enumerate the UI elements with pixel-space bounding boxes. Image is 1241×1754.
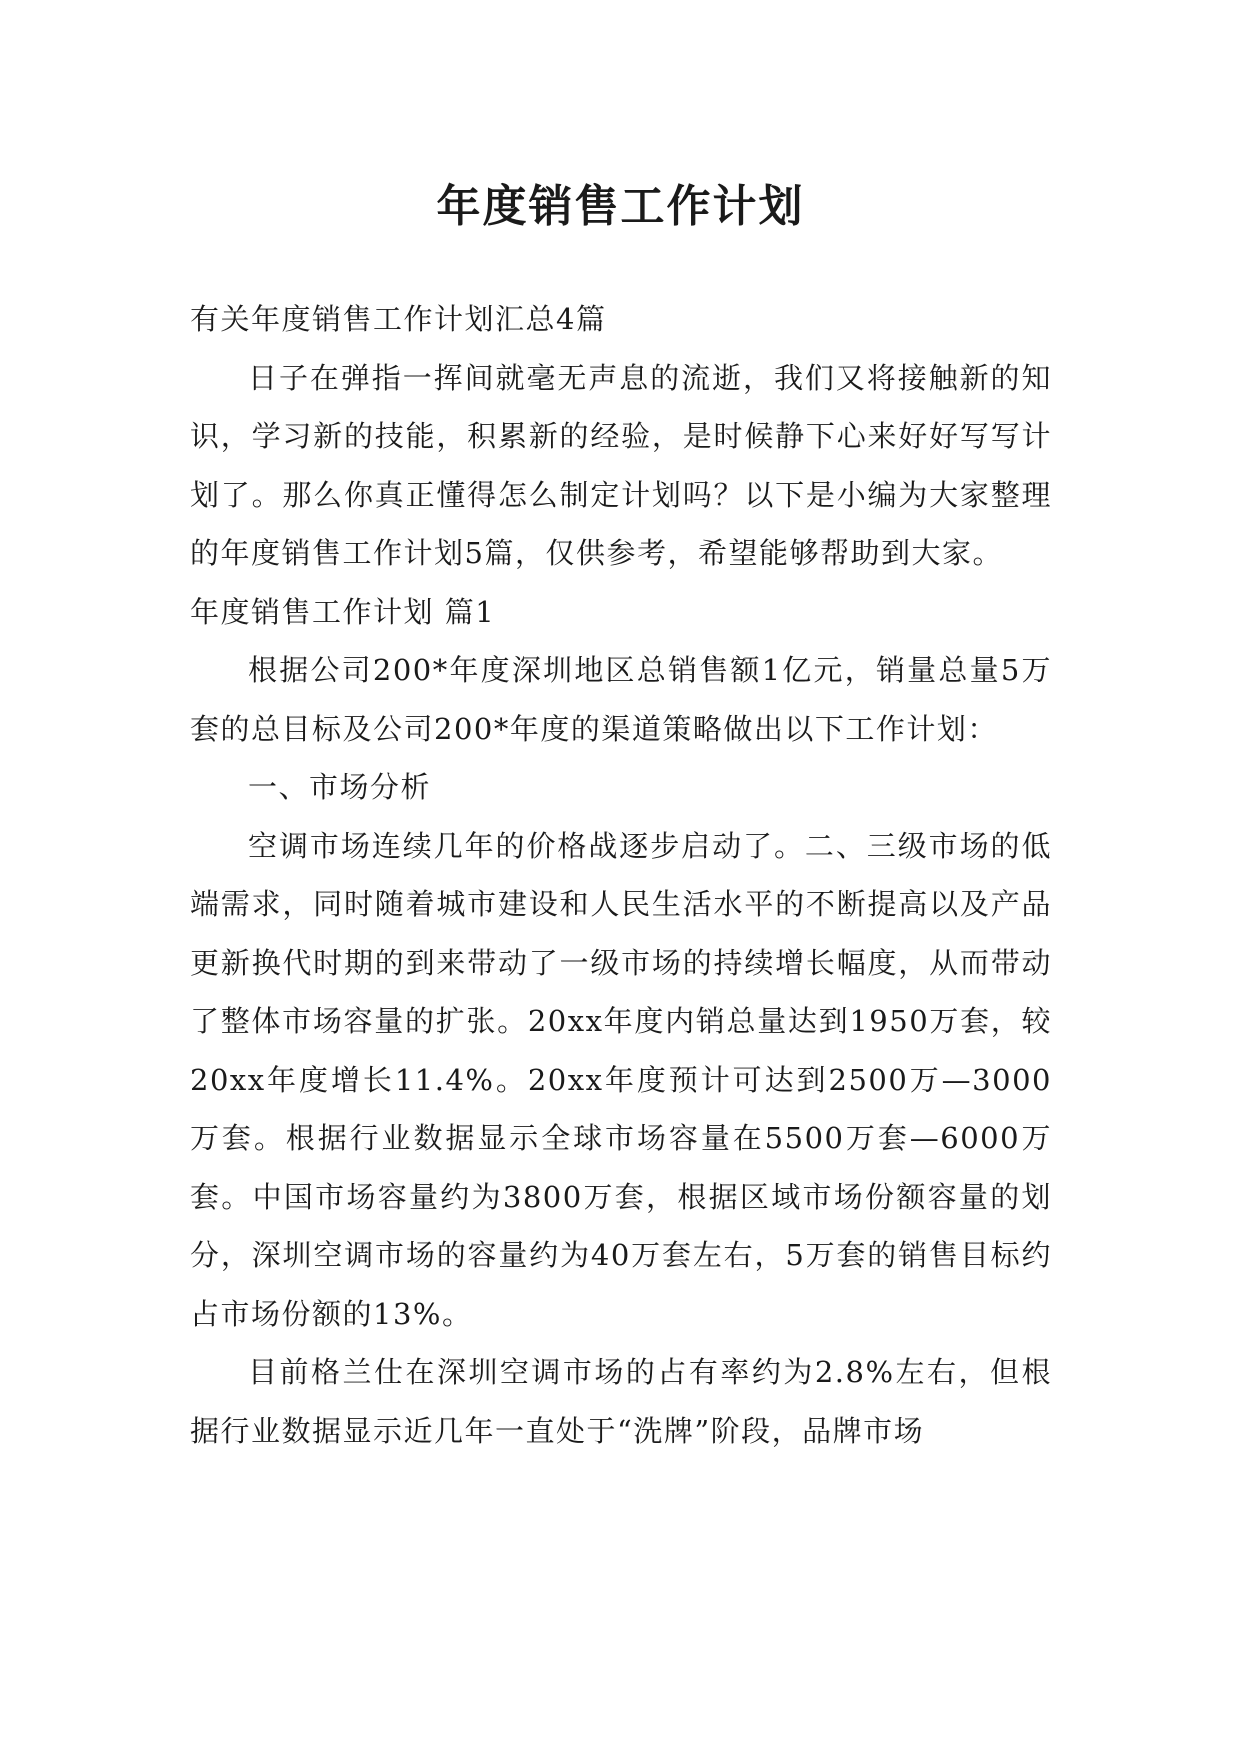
subtitle-line: 有关年度销售工作计划汇总4篇	[190, 302, 607, 336]
page-title: 年度销售工作计划	[436, 181, 805, 233]
market-share-paragraph: 目前格兰仕在深圳空调市场的占有率约为2.8%左右，但根据行业数据显示近几年一直处于“洗牌”阶段，品牌市场	[190, 1355, 1052, 1448]
intro-paragraph: 日子在弹指一挥间就毫无声息的流逝，我们又将接触新的知识，学习新的技能，积累新的经验，是时候静下心来好好写写计划了。那么你真正懂得怎么制定计划吗？以下是小编为大家整理的年度销售工作计划5篇，仅供参考，希望能够帮助到大家。	[190, 360, 1052, 570]
subsection-heading: 一、市场分析	[248, 770, 432, 804]
plan-paragraph: 根据公司200*年度深圳地区总销售额1亿元，销量总量5万套的总目标及公司200*年度的渠道策略做出以下工作计划：	[190, 653, 1052, 746]
document-body	[190, 290, 1052, 1460]
market-analysis-paragraph: 空调市场连续几年的价格战逐步启动了。二、三级市场的低端需求，同时随着城市建设和人民生活水平的不断提高以及产品更新换代时期的到来带动了一级市场的持续增长幅度，从而带动了整体市场容量的扩张。20xx年度内销总量达到1950万套，较20xx年度增长11.4%。20xx年度预计可达到2500万—3000万套。根据行业数据显示全球市场容量在5500万套—6000万套。中国市场容量约为3800万套，根据区域市场份额容量的划分，深圳空调市场的容量约为40万套左右，5万套的销售目标约占市场份额的13%。	[190, 828, 1052, 1331]
section-heading: 年度销售工作计划 篇1	[190, 594, 496, 629]
